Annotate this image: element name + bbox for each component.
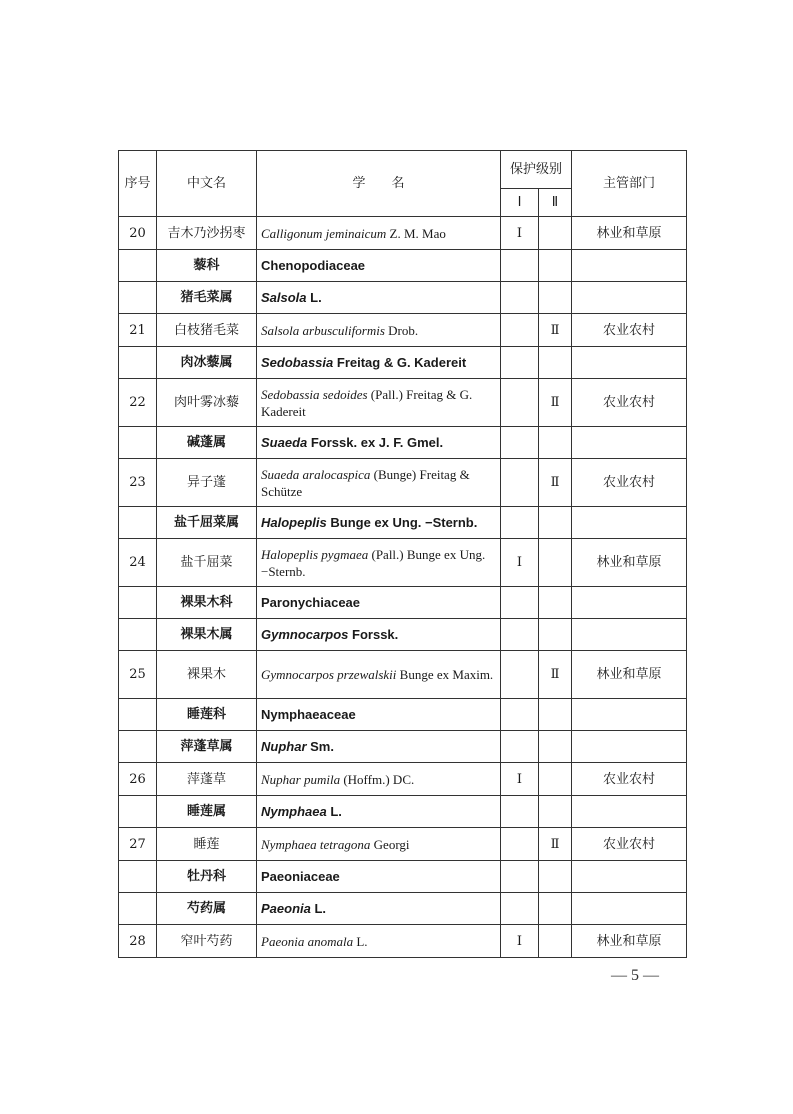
department-cell <box>572 250 687 282</box>
level-2-cell <box>539 282 572 314</box>
level-2-cell <box>539 925 572 958</box>
level-1-cell <box>501 347 539 379</box>
scientific-name-cell <box>257 893 501 925</box>
level-1-cell <box>501 699 539 731</box>
chinese-name-cell: 肉叶雾冰藜 <box>157 379 257 427</box>
serial-number-cell: 28 <box>119 925 157 958</box>
scientific-name-cell <box>257 731 501 763</box>
scientific-name-italic: Salsola <box>261 290 307 305</box>
header-serial-number: 序号 <box>119 151 157 217</box>
species-row <box>119 379 687 427</box>
scientific-name-cell <box>257 507 501 539</box>
serial-number-cell <box>119 731 157 763</box>
department-cell: 农业农村 <box>572 314 687 347</box>
chinese-name-cell: 盐千屈菜 <box>157 539 257 587</box>
species-row <box>119 217 687 250</box>
level-1-cell <box>501 619 539 651</box>
scientific-name-author: Sm. <box>306 739 334 754</box>
level-1-cell: Ⅰ <box>501 217 539 250</box>
scientific-name-author: (Hoffm.) DC. <box>340 771 415 787</box>
scientific-name-author: L. <box>310 901 327 916</box>
genus-row <box>119 507 687 539</box>
serial-number-cell <box>119 427 157 459</box>
scientific-name-author: Chenopodiaceae <box>261 258 366 273</box>
serial-number-cell <box>119 250 157 282</box>
header-level-1: Ⅰ <box>501 189 539 217</box>
department-cell <box>572 861 687 893</box>
scientific-name-author: (Pall.) Bunge ex Ung. −Sternb. <box>261 546 486 579</box>
scientific-name-author: Bunge ex Ung. −Sternb. <box>326 515 478 530</box>
scientific-name-author: Drob. <box>384 322 419 338</box>
page-number: — 5 — <box>611 967 659 984</box>
scientific-name-italic: Halopeplis pygmaea <box>261 546 369 562</box>
scientific-name-author: (Pall.) Freitag & G. Kadereit <box>261 386 473 419</box>
scientific-name-cell <box>257 651 501 699</box>
scientific-name-author: L. <box>326 804 342 819</box>
chinese-name-cell: 芍药属 <box>157 893 257 925</box>
level-1-cell <box>501 893 539 925</box>
department-cell: 农业农村 <box>572 828 687 861</box>
level-1-cell: Ⅰ <box>501 925 539 958</box>
level-2-cell: Ⅱ <box>539 379 572 427</box>
serial-number-cell: 25 <box>119 651 157 699</box>
scientific-name-cell <box>257 796 501 828</box>
chinese-name-cell: 睡莲属 <box>157 796 257 828</box>
chinese-name-cell: 白枝猪毛菜 <box>157 314 257 347</box>
chinese-name-cell: 猪毛菜属 <box>157 282 257 314</box>
genus-row <box>119 731 687 763</box>
level-2-cell <box>539 587 572 619</box>
scientific-name-cell <box>257 763 501 796</box>
level-1-cell <box>501 379 539 427</box>
department-cell: 林业和草原 <box>572 217 687 250</box>
scientific-name-italic: Halopeplis <box>261 515 327 530</box>
protected-plants-table <box>118 150 687 958</box>
scientific-name-cell <box>257 282 501 314</box>
chinese-name-cell: 萍蓬草 <box>157 763 257 796</box>
department-cell: 林业和草原 <box>572 925 687 958</box>
level-2-cell <box>539 250 572 282</box>
chinese-name-cell: 碱蓬属 <box>157 427 257 459</box>
scientific-name-italic: Nuphar pumila <box>261 771 341 787</box>
scientific-name-italic: Suaeda <box>261 435 308 450</box>
scientific-name-author: Freitag & G. Kadereit <box>333 355 467 370</box>
level-2-cell <box>539 861 572 893</box>
scientific-name-italic: Sedobassia sedoides <box>261 386 368 402</box>
level-2-cell <box>539 427 572 459</box>
department-cell <box>572 699 687 731</box>
serial-number-cell: 20 <box>119 217 157 250</box>
department-cell <box>572 427 687 459</box>
level-2-cell: Ⅱ <box>539 314 572 347</box>
level-2-cell <box>539 539 572 587</box>
level-1-cell: Ⅰ <box>501 763 539 796</box>
department-cell: 林业和草原 <box>572 651 687 699</box>
scientific-name-italic: Nymphaea tetragona <box>261 836 371 852</box>
chinese-name-cell: 盐千屈菜属 <box>157 507 257 539</box>
scientific-name-cell <box>257 427 501 459</box>
serial-number-cell: 21 <box>119 314 157 347</box>
scientific-name-author: Forssk. ex J. F. Gmel. <box>307 435 444 450</box>
level-1-cell <box>501 314 539 347</box>
chinese-name-cell: 睡莲科 <box>157 699 257 731</box>
serial-number-cell <box>119 619 157 651</box>
chinese-name-cell: 吉木乃沙拐枣 <box>157 217 257 250</box>
genus-row <box>119 282 687 314</box>
level-1-cell <box>501 731 539 763</box>
chinese-name-cell: 裸果木属 <box>157 619 257 651</box>
serial-number-cell <box>119 282 157 314</box>
scientific-name-italic: Sedobassia <box>261 355 334 370</box>
chinese-name-cell: 异子蓬 <box>157 459 257 507</box>
level-2-cell: Ⅱ <box>539 828 572 861</box>
scientific-name-italic: Gymnocarpos przewalskii <box>261 667 397 682</box>
scientific-name-cell <box>257 539 501 587</box>
department-cell <box>572 507 687 539</box>
department-cell <box>572 731 687 763</box>
level-1-cell: Ⅰ <box>501 539 539 587</box>
department-cell <box>572 893 687 925</box>
scientific-name-cell <box>257 379 501 427</box>
species-row <box>119 539 687 587</box>
level-1-cell <box>501 459 539 507</box>
species-row <box>119 763 687 796</box>
header-department: 主管部门 <box>572 151 687 217</box>
chinese-name-cell: 藜科 <box>157 250 257 282</box>
species-row <box>119 459 687 507</box>
species-row <box>119 314 687 347</box>
family-row <box>119 250 687 282</box>
scientific-name-cell <box>257 347 501 379</box>
level-2-cell <box>539 796 572 828</box>
serial-number-cell: 27 <box>119 828 157 861</box>
department-cell <box>572 347 687 379</box>
scientific-name-cell <box>257 217 501 250</box>
scientific-name-author: Georgi <box>370 836 410 852</box>
chinese-name-cell: 裸果木 <box>157 651 257 699</box>
level-1-cell <box>501 651 539 699</box>
department-cell: 林业和草原 <box>572 539 687 587</box>
level-1-cell <box>501 427 539 459</box>
level-2-cell: Ⅱ <box>539 459 572 507</box>
family-row <box>119 587 687 619</box>
scientific-name-italic: Gymnocarpos <box>261 627 349 642</box>
species-row <box>119 651 687 699</box>
scientific-name-italic: Suaeda aralocaspica <box>261 466 371 482</box>
level-2-cell <box>539 507 572 539</box>
header-scientific-name: 学 名 <box>257 151 501 217</box>
scientific-name-author: Z. M. Mao <box>386 225 446 241</box>
level-1-cell <box>501 507 539 539</box>
level-2-cell <box>539 217 572 250</box>
level-1-cell <box>501 282 539 314</box>
genus-row <box>119 619 687 651</box>
table-body <box>119 217 687 958</box>
level-1-cell <box>501 587 539 619</box>
department-cell <box>572 619 687 651</box>
department-cell <box>572 282 687 314</box>
scientific-name-author: Paeoniaceae <box>261 869 340 884</box>
species-row <box>119 828 687 861</box>
chinese-name-cell: 肉冰藜属 <box>157 347 257 379</box>
serial-number-cell <box>119 796 157 828</box>
chinese-name-cell: 窄叶芍药 <box>157 925 257 958</box>
scientific-name-cell <box>257 861 501 893</box>
level-1-cell <box>501 828 539 861</box>
level-1-cell <box>501 861 539 893</box>
level-2-cell <box>539 699 572 731</box>
chinese-name-cell: 萍蓬草属 <box>157 731 257 763</box>
header-level-2: Ⅱ <box>539 189 572 217</box>
genus-row <box>119 427 687 459</box>
scientific-name-cell <box>257 250 501 282</box>
level-2-cell <box>539 763 572 796</box>
serial-number-cell <box>119 893 157 925</box>
department-cell: 农业农村 <box>572 379 687 427</box>
genus-row <box>119 796 687 828</box>
scientific-name-author: Paronychiaceae <box>261 595 361 610</box>
level-2-cell <box>539 619 572 651</box>
scientific-name-author: (Bunge) Freitag & Schütze <box>261 466 470 499</box>
scientific-name-italic: Paeonia <box>261 901 311 916</box>
scientific-name-cell <box>257 314 501 347</box>
scientific-name-italic: Nuphar <box>261 739 307 754</box>
level-2-cell: Ⅱ <box>539 651 572 699</box>
scientific-name-author: Nymphaeaceae <box>261 707 356 722</box>
level-1-cell <box>501 250 539 282</box>
family-row <box>119 861 687 893</box>
scientific-name-cell <box>257 587 501 619</box>
serial-number-cell <box>119 347 157 379</box>
chinese-name-cell: 睡莲 <box>157 828 257 861</box>
header-chinese-name: 中文名 <box>157 151 257 217</box>
scientific-name-italic: Calligonum jeminaicum <box>261 225 387 241</box>
chinese-name-cell: 牡丹科 <box>157 861 257 893</box>
serial-number-cell <box>119 861 157 893</box>
scientific-name-cell <box>257 619 501 651</box>
scientific-name-italic: Nymphaea <box>261 804 327 819</box>
family-row <box>119 699 687 731</box>
department-cell: 农业农村 <box>572 763 687 796</box>
chinese-name-cell: 裸果木科 <box>157 587 257 619</box>
level-2-cell <box>539 731 572 763</box>
scientific-name-author: Bunge ex Maxim. <box>396 667 494 682</box>
department-cell: 农业农村 <box>572 459 687 507</box>
serial-number-cell <box>119 507 157 539</box>
scientific-name-author: L. <box>306 290 322 305</box>
species-row <box>119 925 687 958</box>
scientific-name-italic: Paeonia anomala <box>261 933 354 949</box>
serial-number-cell <box>119 699 157 731</box>
scientific-name-cell <box>257 699 501 731</box>
serial-number-cell <box>119 587 157 619</box>
serial-number-cell: 23 <box>119 459 157 507</box>
level-2-cell <box>539 347 572 379</box>
scientific-name-cell <box>257 925 501 958</box>
scientific-name-italic: Salsola arbusculiformis <box>261 322 385 338</box>
scientific-name-author: Forssk. <box>348 627 399 642</box>
header-protection-level: 保护级别 <box>501 151 572 189</box>
level-2-cell <box>539 893 572 925</box>
scientific-name-cell <box>257 828 501 861</box>
serial-number-cell: 24 <box>119 539 157 587</box>
department-cell <box>572 796 687 828</box>
genus-row <box>119 347 687 379</box>
department-cell <box>572 587 687 619</box>
genus-row <box>119 893 687 925</box>
serial-number-cell: 26 <box>119 763 157 796</box>
level-1-cell <box>501 796 539 828</box>
scientific-name-cell <box>257 459 501 507</box>
scientific-name-author: L. <box>353 933 368 949</box>
serial-number-cell: 22 <box>119 379 157 427</box>
